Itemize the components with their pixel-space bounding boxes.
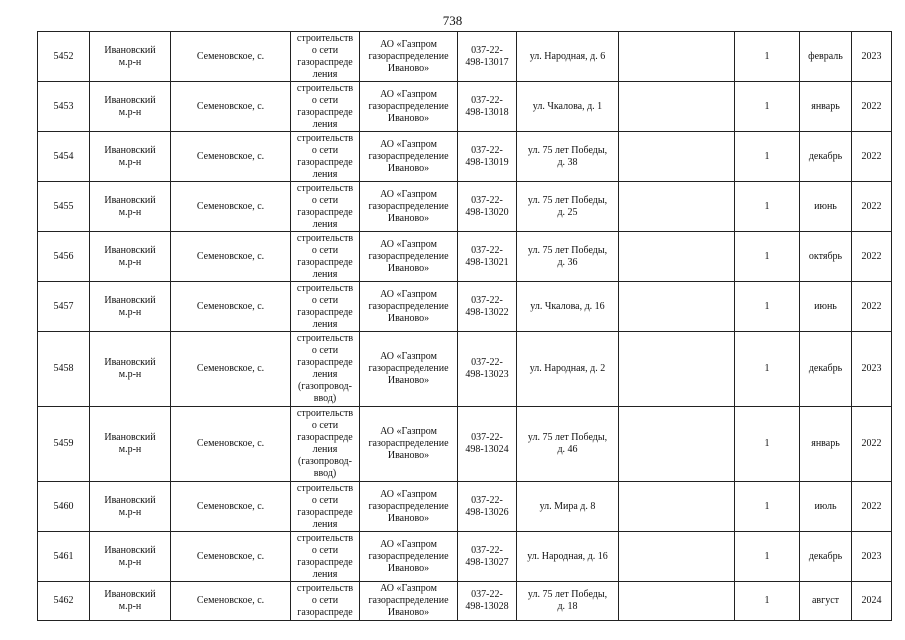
- address-cell: ул. Народная, д. 2: [517, 332, 619, 407]
- table-row: [38, 407, 892, 482]
- settlement-cell: Семеновское, с.: [171, 32, 291, 82]
- count-cell: 1: [735, 582, 800, 621]
- record-number: 5453: [38, 82, 90, 132]
- table-row: [38, 482, 892, 532]
- year-cell: 2024: [852, 582, 892, 621]
- address-cell: ул. 75 лет Победы, д. 46: [517, 407, 619, 482]
- table-row: [38, 182, 892, 232]
- page-number: 738: [442, 13, 463, 28]
- month-cell: июль: [800, 482, 852, 532]
- empty-cell: [619, 532, 735, 582]
- municipality-cell: Ивановский м.р-н: [90, 532, 171, 582]
- record-number: 5457: [38, 282, 90, 332]
- year-cell: 2023: [852, 32, 892, 82]
- empty-cell: [619, 132, 735, 182]
- object-code-cell: 037-22- 498-13019: [458, 132, 517, 182]
- month-cell: июнь: [800, 282, 852, 332]
- count-cell: 1: [735, 232, 800, 282]
- month-cell: август: [800, 582, 852, 621]
- object-code-cell: 037-22- 498-13024: [458, 407, 517, 482]
- municipality-cell: Ивановский м.р-н: [90, 232, 171, 282]
- organization-cell: АО «Газпром газораспределение Иваново»: [360, 582, 458, 621]
- object-code-cell: 037-22- 498-13026: [458, 482, 517, 532]
- organization-cell: АО «Газпром газораспределение Иваново»: [360, 182, 458, 232]
- address-cell: ул. Чкалова, д. 16: [517, 282, 619, 332]
- settlement-cell: Семеновское, с.: [171, 332, 291, 407]
- count-cell: 1: [735, 132, 800, 182]
- count-cell: 1: [735, 532, 800, 582]
- settlement-cell: Семеновское, с.: [171, 182, 291, 232]
- empty-cell: [619, 482, 735, 532]
- table-row: [38, 32, 892, 82]
- organization-cell: АО «Газпром газораспределение Иваново»: [360, 32, 458, 82]
- work-type-cell: строительств о сети газораспреде ления: [291, 282, 360, 332]
- month-cell: декабрь: [800, 532, 852, 582]
- registry-body: [38, 32, 892, 621]
- month-cell: июнь: [800, 182, 852, 232]
- settlement-cell: Семеновское, с.: [171, 482, 291, 532]
- empty-cell: [619, 232, 735, 282]
- municipality-cell: Ивановский м.р-н: [90, 482, 171, 532]
- address-cell: ул. Народная, д. 16: [517, 532, 619, 582]
- work-type-cell: строительств о сети газораспреде ления: [291, 482, 360, 532]
- object-code-cell: 037-22- 498-13021: [458, 232, 517, 282]
- address-cell: ул. 75 лет Победы, д. 38: [517, 132, 619, 182]
- work-type-cell: строительств о сети газораспреде ления: [291, 532, 360, 582]
- work-type-cell: строительств о сети газораспреде ления (газопровод- ввод): [291, 332, 360, 407]
- month-cell: октябрь: [800, 232, 852, 282]
- object-code-cell: 037-22- 498-13018: [458, 82, 517, 132]
- object-code-cell: 037-22- 498-13028: [458, 582, 517, 621]
- count-cell: 1: [735, 82, 800, 132]
- municipality-cell: Ивановский м.р-н: [90, 582, 171, 621]
- settlement-cell: Семеновское, с.: [171, 82, 291, 132]
- record-number: 5461: [38, 532, 90, 582]
- table-row: [38, 82, 892, 132]
- year-cell: 2022: [852, 132, 892, 182]
- work-type-cell: строительств о сети газораспреде ления: [291, 32, 360, 82]
- work-type-cell: строительств о сети газораспреде ления (газопровод- ввод): [291, 407, 360, 482]
- empty-cell: [619, 32, 735, 82]
- municipality-cell: Ивановский м.р-н: [90, 407, 171, 482]
- count-cell: 1: [735, 32, 800, 82]
- work-type-cell: строительств о сети газораспреде ления: [291, 82, 360, 132]
- organization-cell: АО «Газпром газораспределение Иваново»: [360, 482, 458, 532]
- count-cell: 1: [735, 182, 800, 232]
- empty-cell: [619, 332, 735, 407]
- table-row: [38, 132, 892, 182]
- record-number: 5456: [38, 232, 90, 282]
- table-row: [38, 232, 892, 282]
- address-cell: ул. Народная, д. 6: [517, 32, 619, 82]
- month-cell: декабрь: [800, 332, 852, 407]
- empty-cell: [619, 582, 735, 621]
- month-cell: январь: [800, 82, 852, 132]
- address-cell: ул. Чкалова, д. 1: [517, 82, 619, 132]
- month-cell: февраль: [800, 32, 852, 82]
- work-type-cell: строительств о сети газораспреде ления: [291, 132, 360, 182]
- object-code-cell: 037-22- 498-13022: [458, 282, 517, 332]
- organization-cell: АО «Газпром газораспределение Иваново»: [360, 232, 458, 282]
- empty-cell: [619, 182, 735, 232]
- year-cell: 2023: [852, 532, 892, 582]
- year-cell: 2022: [852, 82, 892, 132]
- settlement-cell: Семеновское, с.: [171, 532, 291, 582]
- municipality-cell: Ивановский м.р-н: [90, 332, 171, 407]
- count-cell: 1: [735, 282, 800, 332]
- address-cell: ул. 75 лет Победы, д. 25: [517, 182, 619, 232]
- count-cell: 1: [735, 407, 800, 482]
- municipality-cell: Ивановский м.р-н: [90, 282, 171, 332]
- record-number: 5455: [38, 182, 90, 232]
- settlement-cell: Семеновское, с.: [171, 407, 291, 482]
- count-cell: 1: [735, 332, 800, 407]
- object-code-cell: 037-22- 498-13023: [458, 332, 517, 407]
- month-cell: декабрь: [800, 132, 852, 182]
- empty-cell: [619, 82, 735, 132]
- count-cell: 1: [735, 482, 800, 532]
- municipality-cell: Ивановский м.р-н: [90, 82, 171, 132]
- organization-cell: АО «Газпром газораспределение Иваново»: [360, 532, 458, 582]
- record-number: 5454: [38, 132, 90, 182]
- work-type-cell: строительств о сети газораспреде: [291, 582, 360, 621]
- year-cell: 2022: [852, 282, 892, 332]
- year-cell: 2022: [852, 232, 892, 282]
- object-code-cell: 037-22- 498-13027: [458, 532, 517, 582]
- record-number: 5462: [38, 582, 90, 621]
- table-row: [38, 282, 892, 332]
- object-code-cell: 037-22- 498-13020: [458, 182, 517, 232]
- address-cell: ул. 75 лет Победы, д. 36: [517, 232, 619, 282]
- record-number: 5458: [38, 332, 90, 407]
- address-cell: ул. 75 лет Победы, д. 18: [517, 582, 619, 621]
- record-number: 5460: [38, 482, 90, 532]
- year-cell: 2022: [852, 407, 892, 482]
- object-code-cell: 037-22- 498-13017: [458, 32, 517, 82]
- record-number: 5459: [38, 407, 90, 482]
- address-cell: ул. Мира д. 8: [517, 482, 619, 532]
- empty-cell: [619, 282, 735, 332]
- year-cell: 2023: [852, 332, 892, 407]
- settlement-cell: Семеновское, с.: [171, 282, 291, 332]
- work-type-cell: строительств о сети газораспреде ления: [291, 182, 360, 232]
- settlement-cell: Семеновское, с.: [171, 582, 291, 621]
- year-cell: 2022: [852, 182, 892, 232]
- registry-table: [37, 31, 892, 621]
- empty-cell: [619, 407, 735, 482]
- municipality-cell: Ивановский м.р-н: [90, 32, 171, 82]
- municipality-cell: Ивановский м.р-н: [90, 132, 171, 182]
- record-number: 5452: [38, 32, 90, 82]
- year-cell: 2022: [852, 482, 892, 532]
- organization-cell: АО «Газпром газораспределение Иваново»: [360, 132, 458, 182]
- municipality-cell: Ивановский м.р-н: [90, 182, 171, 232]
- month-cell: январь: [800, 407, 852, 482]
- settlement-cell: Семеновское, с.: [171, 132, 291, 182]
- settlement-cell: Семеновское, с.: [171, 232, 291, 282]
- work-type-cell: строительств о сети газораспреде ления: [291, 232, 360, 282]
- table-row: [38, 582, 892, 621]
- organization-cell: АО «Газпром газораспределение Иваново»: [360, 332, 458, 407]
- organization-cell: АО «Газпром газораспределение Иваново»: [360, 407, 458, 482]
- table-row: [38, 532, 892, 582]
- organization-cell: АО «Газпром газораспределение Иваново»: [360, 282, 458, 332]
- table-row: [38, 332, 892, 407]
- organization-cell: АО «Газпром газораспределение Иваново»: [360, 82, 458, 132]
